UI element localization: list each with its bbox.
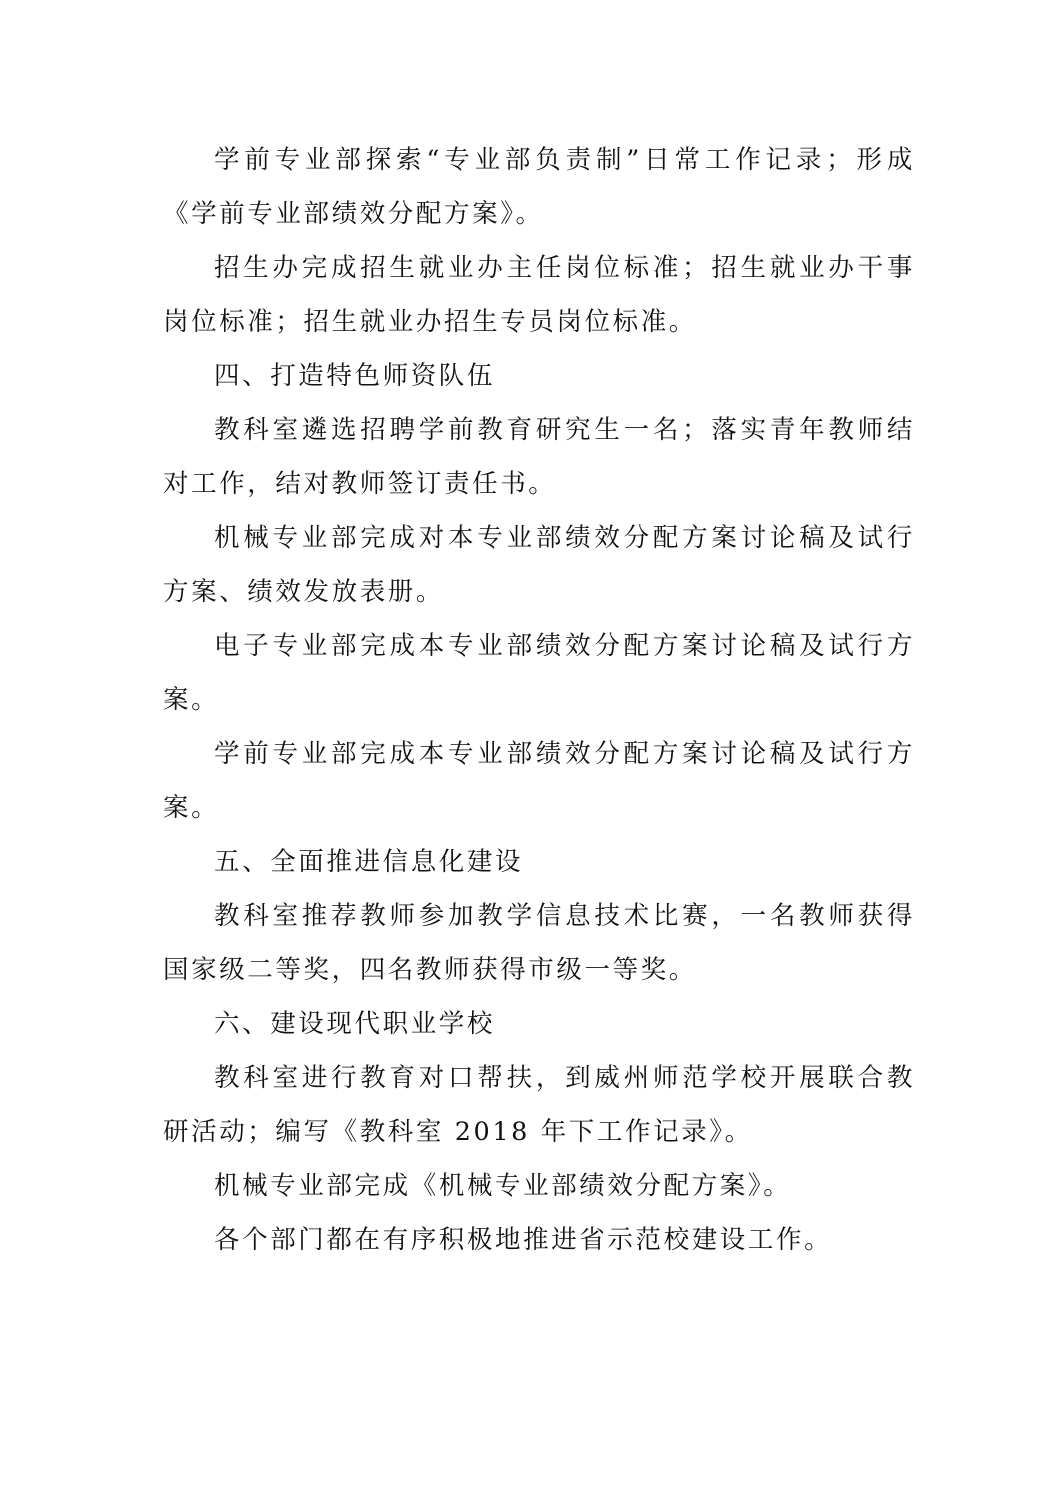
paragraph-jiaokeshi-recruit: 教科室遴选招聘学前教育研究生一名；落实青年教师结对工作，结对教师签订责任书。 [163, 415, 915, 499]
section-heading-6: 六、建设现代职业学校 [214, 1009, 496, 1039]
section-heading-4: 四、打造特色师资队伍 [214, 361, 496, 391]
paragraph-jixie-scheme: 机械专业部完成《机械专业部绩效分配方案》。 [214, 1171, 792, 1201]
paragraph-summary: 各个部门都在有序积极地推进省示范校建设工作。 [214, 1225, 833, 1255]
section-heading-5: 五、全面推进信息化建设 [214, 847, 524, 877]
paragraph-zhaoshengban: 招生办完成招生就业办主任岗位标准；招生就业办干事岗位标准；招生就业办招生专员岗位标准。 [163, 253, 915, 337]
paragraph-xueqian-plan: 学前专业部完成本专业部绩效分配方案讨论稿及试行方案。 [163, 739, 915, 823]
paragraph-jixie-plan: 机械专业部完成对本专业部绩效分配方案讨论稿及试行方案、绩效发放表册。 [163, 523, 915, 607]
paragraph-xueqian-fuzezhi: 学前专业部探索“专业部负责制”日常工作记录；形成《学前专业部绩效分配方案》。 [163, 145, 915, 229]
paragraph-jiaokeshi-assistance: 教科室进行教育对口帮扶，到威州师范学校开展联合教研活动；编写《教科室 2018 年下工作记录》。 [163, 1063, 915, 1147]
paragraph-dianzi-plan: 电子专业部完成本专业部绩效分配方案讨论稿及试行方案。 [163, 631, 915, 715]
document-body [163, 133, 915, 1267]
paragraph-jiaokeshi-competition: 教科室推荐教师参加教学信息技术比赛，一名教师获得国家级二等奖，四名教师获得市级一等奖。 [163, 901, 915, 985]
